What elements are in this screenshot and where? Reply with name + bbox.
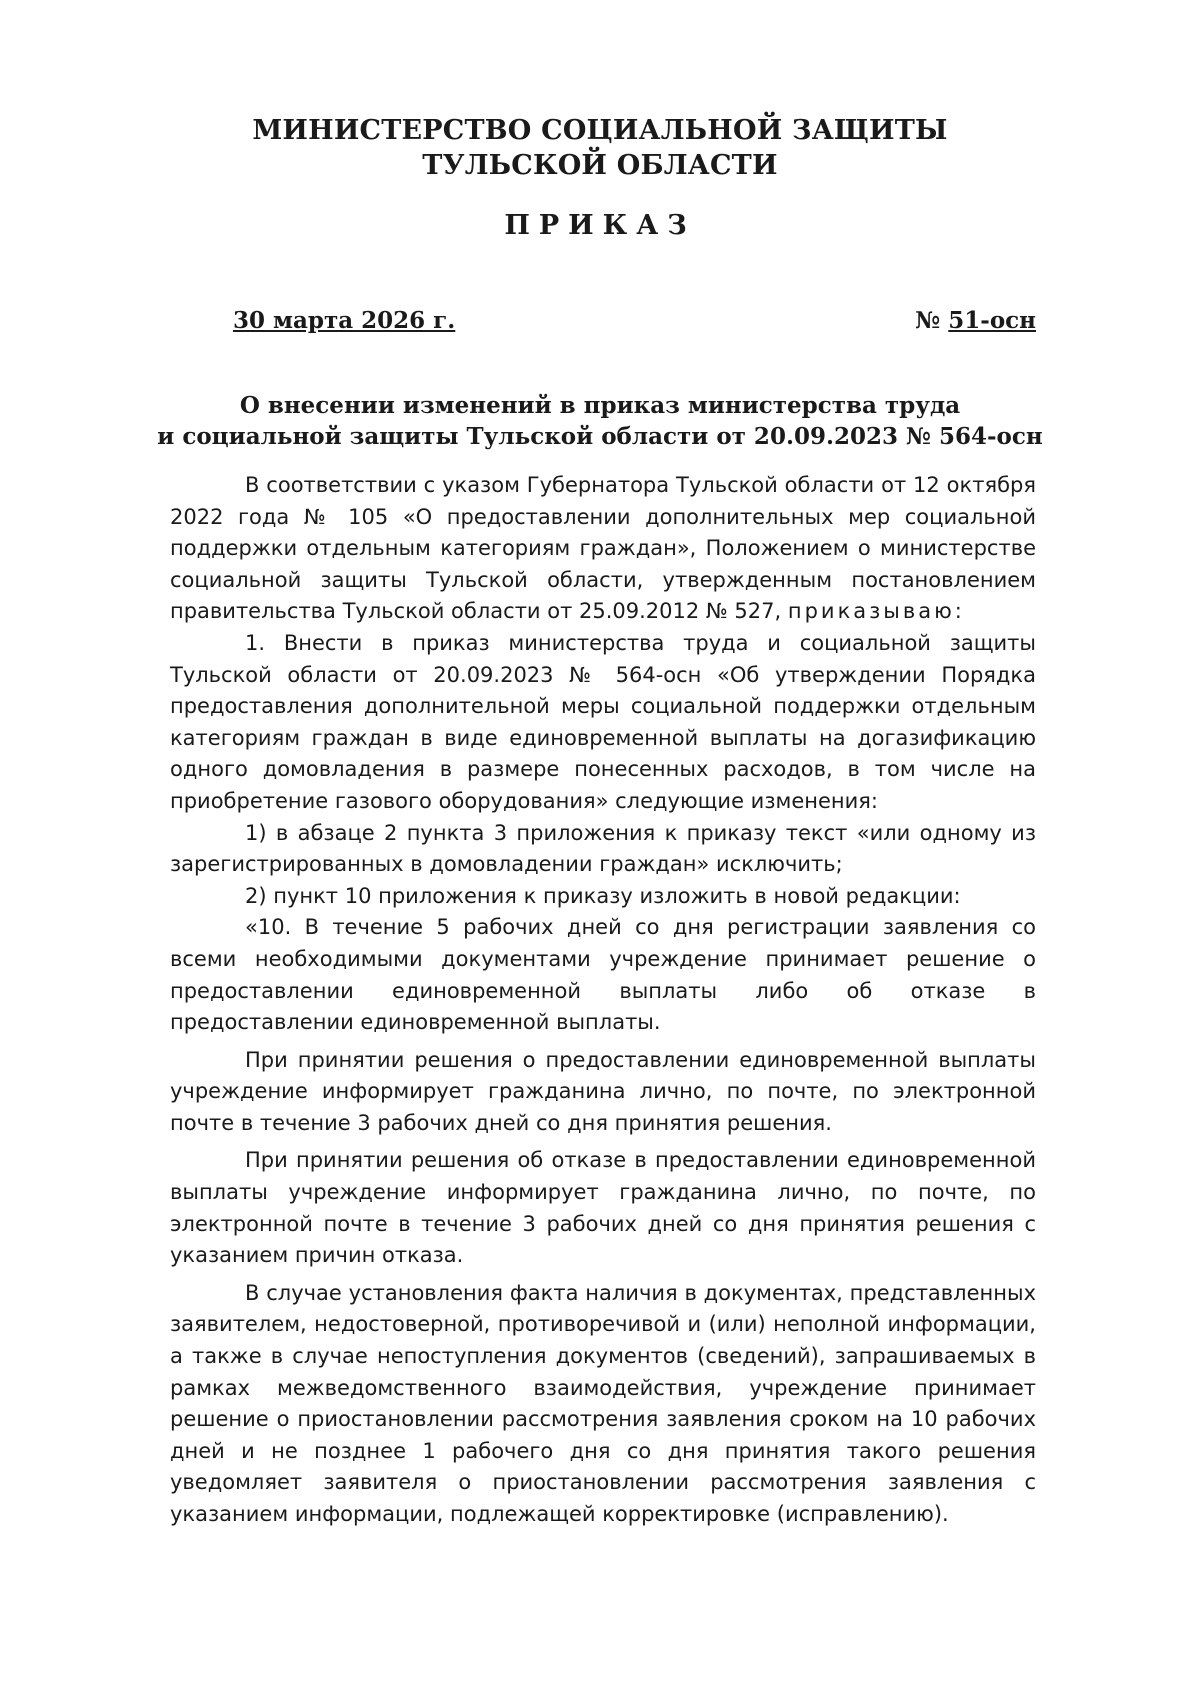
- order-verb: приказываю:: [787, 599, 965, 624]
- paragraph-point-10: «10. В течение 5 рабочих дней со дня регистрации заявления со всеми необходимыми документами учреждение принимает решение о предоставлении единовременной выплаты либо об отказе в предоставлении единовременной выплаты.: [170, 915, 1036, 1035]
- paragraph-item-1: 1. Внести в приказ министерства труда и социальной защиты Тульской области от 20.09.2023 № 564-осн «Об утверждении Порядка предоставления дополнительной меры социальной поддержки отдельным категориям граждан в виде единовременной выплаты на догазификацию одного домовладения в размере понесенных расходов, в том числе на приобретение газового оборудования» следующие изменения:: [170, 630, 1036, 813]
- subject-line-1: О внесении изменений в приказ министерства труда: [239, 392, 961, 419]
- paragraph-preamble: [170, 470, 1036, 628]
- ministry-name: [0, 113, 1200, 183]
- ministry-line-2: ТУЛЬСКОЙ ОБЛАСТИ: [422, 150, 778, 181]
- order-number: [915, 307, 1036, 334]
- order-number-prefix: №: [915, 307, 941, 334]
- order-body: [170, 470, 1036, 1531]
- preamble-text: В соответствии с указом Губернатора Тульской области от 12 октября 2022 года № 105 «О предоставлении дополнительных мер социальной поддержки отдельным категориям граждан», Положением о министерстве социальной защиты Тульской области, утвержденным постановлением правительства Тульской области от 25.09.2012 № 527,: [170, 473, 1036, 624]
- order-number-value: 51-осн: [948, 307, 1036, 334]
- ministry-line-1: МИНИСТЕРСТВО СОЦИАЛЬНОЙ ЗАЩИТЫ: [252, 115, 948, 146]
- order-subject: [0, 390, 1200, 452]
- paragraph-suspension: В случае установления факта наличия в документах, представленных заявителем, недостоверной, противоречивой и (или) неполной информации, а также в случае непоступления документов (сведений), запрашиваемых в рамках межведомственного взаимодействия, учреждение принимает решение о приостановлении рассмотрения заявления сроком на 10 рабочих дней и не позднее 1 рабочего дня со дня принятия такого решения уведомляет заявителя о приостановлении рассмотрения заявления с указанием информации, подлежащей корректировке (исправлению).: [170, 1280, 1036, 1526]
- paragraph-subitem-1: 1) в абзаце 2 пункта 3 приложения к приказу текст «или одному из зарегистрированных в домовладении граждан» исключить;: [170, 820, 1036, 877]
- paragraph-decision-refusal: При принятии решения об отказе в предоставлении единовременной выплаты учреждение информирует гражданина лично, по почте, по электронной почте в течение 3 рабочих дней со дня принятия решения с указанием причин отказа.: [170, 1148, 1036, 1268]
- paragraph-subitem-2: 2) пункт 10 приложения к приказу изложить в новой редакции:: [245, 883, 961, 908]
- order-date: 30 марта 2026 г.: [233, 307, 456, 334]
- paragraph-decision-grant: При принятии решения о предоставлении единовременной выплаты учреждение информирует гражданина лично, по почте, по электронной почте в течение 3 рабочих дней со дня принятия решения.: [170, 1047, 1036, 1135]
- subject-line-2: и социальной защиты Тульской области от 20.09.2023 № 564-осн: [157, 423, 1043, 450]
- document-type: ПРИКАЗ: [504, 210, 696, 241]
